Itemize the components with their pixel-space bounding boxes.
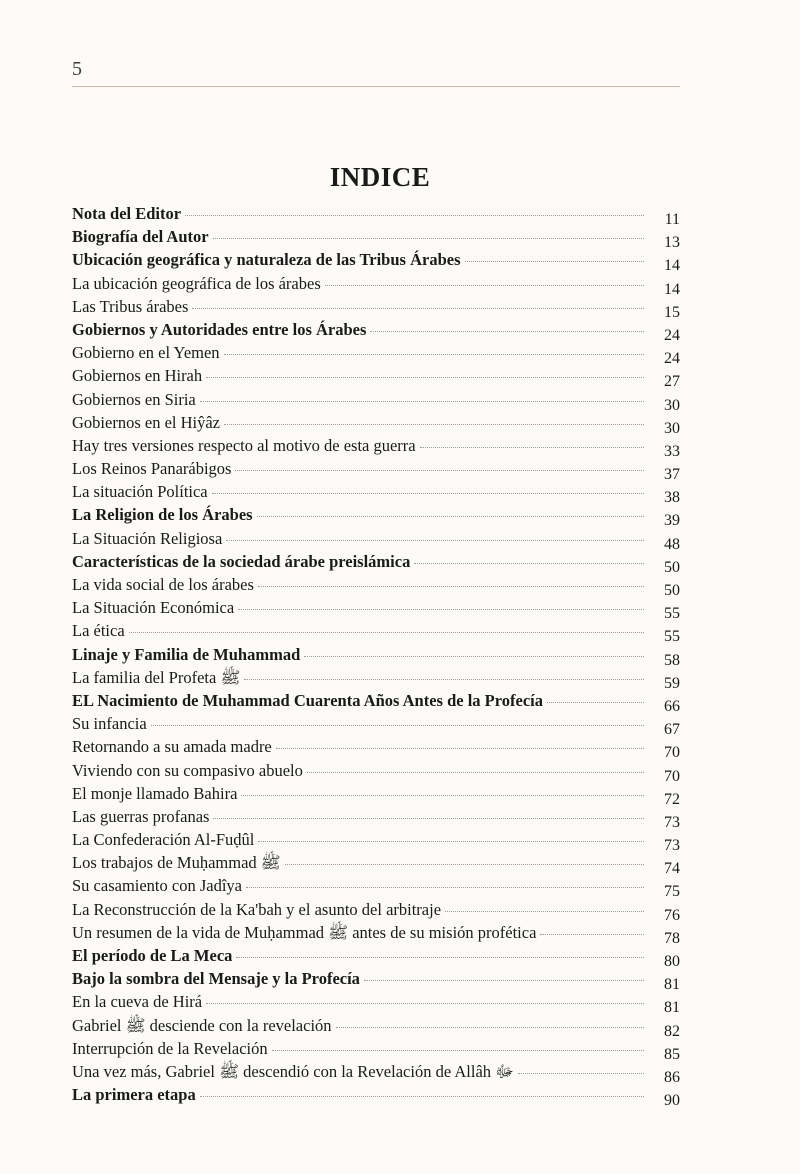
toc-entry-title: Las guerras profanas xyxy=(72,806,210,826)
dot-leader xyxy=(276,748,644,749)
toc-entry-title: En la cueva de Hirá xyxy=(72,992,203,1012)
toc-entry-title: La Situación Religiosa xyxy=(72,528,223,548)
toc-entry-page: 50 xyxy=(664,582,680,599)
toc-entry xyxy=(72,388,680,414)
toc-entry-page: 81 xyxy=(664,999,680,1017)
toc-entry-page: 15 xyxy=(664,303,680,321)
toc-entry-title: La ubicación geográfica de los árabes xyxy=(72,273,321,293)
toc-entry xyxy=(72,1083,680,1110)
toc-entry-title: Gobiernos en Siria xyxy=(72,389,196,409)
toc-entry xyxy=(72,573,680,599)
toc-entry-title: Un resumen de la vida de Muḥammad ﷺ antes de su misión profética xyxy=(72,922,537,942)
toc-entry xyxy=(72,295,680,321)
toc-entry-page: 55 xyxy=(664,605,680,623)
toc-entry-title: Gobiernos en el Hiŷâz xyxy=(72,412,220,432)
toc-entry-page: 24 xyxy=(664,326,680,344)
header-rule xyxy=(72,86,680,87)
toc-entry-title: Características de la sociedad árabe preislámica xyxy=(72,551,411,571)
index-title: INDICE xyxy=(329,162,431,193)
toc-entry xyxy=(72,202,680,228)
toc-entry-title: La Situación Económica xyxy=(72,598,235,618)
toc-entry-page: 80 xyxy=(664,953,680,970)
dot-leader xyxy=(257,516,644,517)
toc-entry-page: 48 xyxy=(664,535,680,553)
toc-entry xyxy=(72,643,680,669)
toc-entry-page: 14 xyxy=(664,257,680,275)
toc-entry-page: 70 xyxy=(664,744,680,762)
toc-entry-page: 75 xyxy=(664,883,680,901)
toc-entry xyxy=(72,318,680,344)
toc-entry-title: El período de La Meca xyxy=(72,946,233,965)
toc-entry-page: 38 xyxy=(664,489,680,507)
toc-entry-title: La ética xyxy=(72,621,125,641)
toc-entry-page: 78 xyxy=(664,929,680,947)
toc-entry xyxy=(72,782,680,808)
toc-entry-title: Viviendo con su compasivo abuelo xyxy=(72,760,303,780)
toc-entry xyxy=(72,898,680,924)
toc-entry-page: 76 xyxy=(664,906,680,924)
toc-entry-title: La Religion de los Árabes xyxy=(72,505,253,525)
dot-leader xyxy=(213,818,644,819)
dot-leader xyxy=(272,1050,644,1051)
toc-entry-title: La vida social de los árabes xyxy=(72,575,254,594)
toc-entry xyxy=(72,272,680,298)
toc-entry xyxy=(72,225,680,252)
dot-leader xyxy=(258,841,644,842)
toc-entry xyxy=(72,619,680,646)
dot-leader xyxy=(465,261,645,262)
dot-leader xyxy=(192,308,644,309)
toc-entry-page: 82 xyxy=(664,1022,680,1040)
toc-entry-title: Una vez más, Gabriel ﷺ descendió con la Revelación de Allâh ﷻ xyxy=(72,1061,514,1081)
toc-entry-title: EL Nacimiento de Muhammad Cuarenta Años Antes de la Profecía xyxy=(72,690,544,710)
dot-leader xyxy=(325,285,644,286)
dot-leader xyxy=(445,911,644,912)
toc-entry-title: Ubicación geográfica y naturaleza de las Tribus Árabes xyxy=(72,250,461,270)
toc-entry-title: Gobierno en el Yemen xyxy=(72,343,220,363)
dot-leader xyxy=(258,586,644,587)
toc-entry-page: 86 xyxy=(664,1068,680,1086)
dot-leader xyxy=(129,632,644,633)
toc-entry-title: La Confederación Al-Fuḍûl xyxy=(72,830,255,850)
toc-entry xyxy=(72,990,680,1017)
toc-entry xyxy=(72,503,680,530)
toc-entry-page: 14 xyxy=(664,280,680,298)
toc-entry-page: 85 xyxy=(664,1045,680,1063)
toc-entry-page: 81 xyxy=(664,976,680,994)
toc-entry xyxy=(72,248,680,275)
toc-entry-title: Hay tres versiones respecto al motivo de esta guerra xyxy=(72,435,416,455)
toc-entry xyxy=(72,411,680,437)
toc-entry-title: Los Reinos Panarábigos xyxy=(72,459,232,479)
toc-entry-title: Los trabajos de Muḥammad ﷺ xyxy=(72,853,281,873)
toc-entry-page: 67 xyxy=(664,721,680,739)
toc-entry xyxy=(72,596,680,623)
toc-entry xyxy=(72,921,680,947)
dot-leader xyxy=(200,401,644,402)
toc-entry xyxy=(72,434,680,460)
toc-entry-page: 37 xyxy=(664,466,680,484)
toc-entry-title: Interrupción de la Revelación xyxy=(72,1038,268,1058)
toc-entry-page: 39 xyxy=(664,512,680,530)
toc-entry xyxy=(72,689,680,715)
toc-entry-page: 73 xyxy=(664,813,680,831)
toc-entry-title: La Reconstrucción de la Ka'bah y el asunto del arbitraje xyxy=(72,899,442,919)
toc-entry-title: Las Tribus árabes xyxy=(72,296,189,316)
toc-entry xyxy=(72,712,680,739)
toc-entry xyxy=(72,457,680,484)
toc-entry xyxy=(72,735,680,762)
toc-entry xyxy=(72,944,680,970)
toc-entry-title: Gobiernos en Hirah xyxy=(72,366,203,386)
dot-leader xyxy=(151,725,644,726)
toc-entry-title: La familia del Profeta ﷺ xyxy=(72,667,241,687)
toc-entry-page: 30 xyxy=(664,396,680,414)
toc-entry-page: 73 xyxy=(664,837,680,855)
dot-leader xyxy=(244,679,644,680)
dot-leader xyxy=(224,354,644,355)
toc-entry-page: 90 xyxy=(664,1092,680,1110)
toc-entry-title: La primera etapa xyxy=(72,1085,196,1105)
toc-entry-page: 74 xyxy=(664,860,680,878)
toc-entry-title: Biografía del Autor xyxy=(72,227,209,247)
toc-entry-page: 59 xyxy=(664,674,680,692)
dot-leader xyxy=(206,1003,644,1004)
dot-leader xyxy=(212,493,644,494)
toc-entry xyxy=(72,1014,680,1040)
dot-leader xyxy=(370,331,644,332)
toc-entry-page: 24 xyxy=(664,350,680,368)
dot-leader xyxy=(185,215,644,216)
dot-leader xyxy=(206,377,644,378)
toc-entry-page: 13 xyxy=(664,234,680,252)
dot-leader xyxy=(336,1027,644,1028)
toc-entry-page: 72 xyxy=(664,790,680,808)
toc-entry-page: 50 xyxy=(664,558,680,576)
toc-entry xyxy=(72,1060,680,1086)
toc-entry-page: 27 xyxy=(664,373,680,391)
toc-entry-page: 33 xyxy=(664,442,680,460)
dot-leader xyxy=(414,563,644,564)
dot-leader xyxy=(304,656,644,657)
toc-entry xyxy=(72,1037,680,1063)
toc-entry xyxy=(72,341,680,368)
dot-leader xyxy=(364,980,644,981)
toc-entry-title: Su casamiento con Jadîya xyxy=(72,876,242,896)
toc-entry-title: La situación Política xyxy=(72,482,208,502)
dot-leader xyxy=(420,447,644,448)
toc-entry-title: Bajo la sombra del Mensaje y la Profecía xyxy=(72,969,360,989)
toc-entry xyxy=(72,364,680,391)
toc-entry-page: 11 xyxy=(664,211,680,228)
toc-entry xyxy=(72,480,680,507)
dot-leader xyxy=(246,887,644,888)
toc-entry xyxy=(72,550,680,576)
toc-entry-title: Gabriel ﷺ desciende con la revelación xyxy=(72,1015,332,1035)
dot-leader xyxy=(518,1073,644,1074)
toc-entry-title: Retornando a su amada madre xyxy=(72,737,272,757)
toc-entry-page: 30 xyxy=(664,419,680,437)
toc-entry xyxy=(72,874,680,901)
toc-entry-page: 66 xyxy=(664,697,680,715)
toc-entry-title: Nota del Editor xyxy=(72,204,182,223)
toc-entry-title: El monje llamado Bahira xyxy=(72,783,238,803)
dot-leader xyxy=(540,934,644,935)
toc-entry-title: Gobiernos y Autoridades entre los Árabes xyxy=(72,319,367,339)
dot-leader xyxy=(235,470,644,471)
toc-entry-page: 58 xyxy=(664,651,680,669)
dot-leader xyxy=(238,609,644,610)
page-number: 5 xyxy=(72,58,82,80)
toc-entry xyxy=(72,759,680,785)
dot-leader xyxy=(241,795,644,796)
toc-entry xyxy=(72,666,680,692)
toc-entry xyxy=(72,967,680,994)
toc-entry xyxy=(72,851,680,878)
dot-leader xyxy=(307,772,644,773)
dot-leader xyxy=(285,864,644,865)
dot-leader xyxy=(547,702,644,703)
dot-leader xyxy=(213,238,644,239)
toc-entry-title: Linaje y Familia de Muhammad xyxy=(72,644,301,664)
toc-entry xyxy=(72,805,680,831)
dot-leader xyxy=(224,424,644,425)
toc-entry-title: Su infancia xyxy=(72,714,147,734)
toc-entry xyxy=(72,828,680,855)
table-of-contents xyxy=(72,202,680,1110)
toc-entry-page: 55 xyxy=(664,628,680,646)
dot-leader xyxy=(236,957,644,958)
toc-entry-page: 70 xyxy=(664,767,680,785)
dot-leader xyxy=(200,1096,644,1097)
dot-leader xyxy=(226,540,644,541)
toc-entry xyxy=(72,527,680,553)
